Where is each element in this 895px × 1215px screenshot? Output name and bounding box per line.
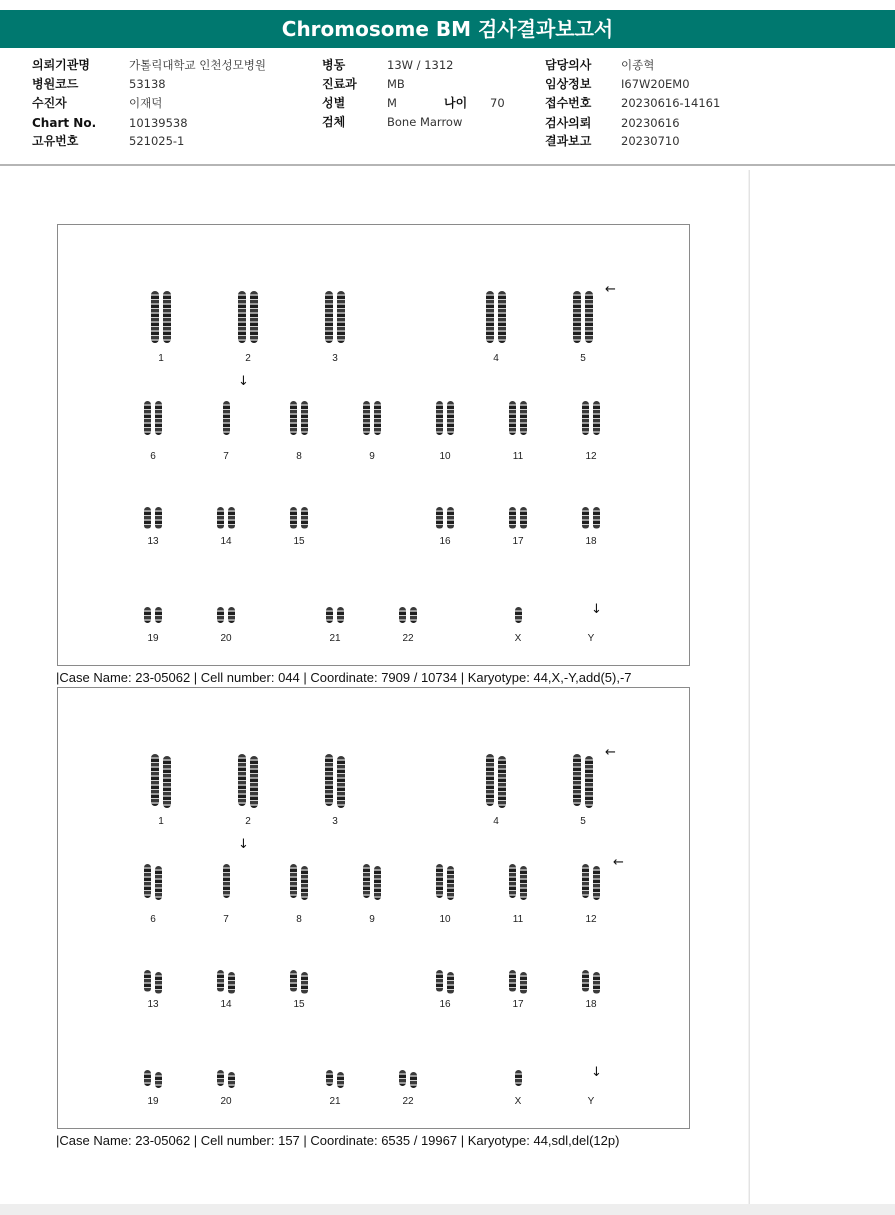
clinical-value: I67W20EM0 (621, 77, 690, 91)
doctor-value: 이종혁 (621, 58, 655, 72)
arrow-down-icon: ↓ (591, 1065, 602, 1080)
chromatid (301, 401, 308, 435)
chromatid (223, 401, 230, 435)
request-date-value: 20230616 (621, 116, 680, 130)
receipt-value: 20230616-14161 (621, 96, 721, 110)
chromatid (374, 866, 381, 900)
chromosome-label: 9 (369, 451, 375, 462)
chromatid (520, 866, 527, 900)
chromatid (326, 1070, 333, 1086)
chromatid (228, 507, 235, 529)
chromosome-12 (576, 401, 606, 463)
chromatid (337, 1072, 344, 1088)
chromosome-12 (576, 864, 606, 926)
chromosome-label: 15 (293, 999, 305, 1010)
arrow-left-icon: ← (605, 282, 616, 297)
chromatid (151, 754, 159, 806)
chromosome-14 (211, 507, 241, 548)
chromatid (436, 970, 443, 992)
unique-no-label: 고유번호 (32, 134, 79, 148)
chromatid (363, 401, 370, 435)
chromosome-10 (430, 401, 460, 463)
chromatid (363, 864, 370, 898)
chromatid (301, 866, 308, 900)
chromosome-label: 12 (585, 451, 597, 462)
chromosome-label: Y (587, 633, 595, 644)
chromatid (436, 401, 443, 435)
chromatid (223, 864, 230, 898)
patient-label: 수진자 (32, 96, 67, 110)
chromosome-label: 7 (223, 451, 229, 462)
chromosome-10 (430, 864, 460, 926)
chromatid (144, 507, 151, 529)
chromatid (337, 756, 345, 808)
chromosome-6 (138, 864, 168, 926)
chromatid (217, 970, 224, 992)
chromosome-22 (393, 1070, 423, 1108)
chromatid (326, 607, 333, 623)
chromosome-22 (393, 607, 423, 645)
institution-label: 의뢰기관명 (32, 58, 90, 72)
chromosome-4 (481, 291, 511, 365)
chromosome-label: 10 (439, 914, 451, 925)
chromatid (593, 972, 600, 994)
age-label: 나이 (444, 96, 468, 110)
chromatid (520, 401, 527, 435)
chromosome-label: 20 (220, 1096, 232, 1107)
chromatid (155, 607, 162, 623)
unique-no-value: 521025-1 (129, 134, 185, 148)
chromosome-label: 3 (332, 816, 338, 827)
sex-label: 성별 (322, 96, 346, 110)
chromatid (582, 507, 589, 529)
result-date-value: 20230710 (621, 134, 680, 148)
chromatid (410, 607, 417, 623)
clinical-label: 임상정보 (545, 77, 592, 91)
chromatid (144, 864, 151, 898)
doctor-label: 담당의사 (545, 58, 592, 72)
chromosome-14 (211, 970, 241, 1011)
chromosome-9 (357, 401, 387, 463)
chromatid (520, 972, 527, 994)
chromatid (509, 507, 516, 529)
chromatid (217, 1070, 224, 1086)
chromosome-label: 21 (329, 1096, 341, 1107)
chromosome-label: 13 (147, 999, 159, 1010)
chromatid (290, 401, 297, 435)
chromatid (228, 1072, 235, 1088)
age-value: 70 (490, 96, 505, 110)
chromosome-2 (233, 754, 263, 828)
chromosome-20 (211, 1070, 241, 1108)
chart-no-label: Chart No. (32, 116, 97, 130)
chromatid (520, 507, 527, 529)
chromosome-label: 6 (150, 914, 156, 925)
chromosome-15 (284, 507, 314, 548)
chromosome-18 (576, 970, 606, 1011)
chromatid (144, 1070, 151, 1086)
bottom-scroll-strip[interactable] (0, 1204, 895, 1215)
chromosome-label: 11 (512, 451, 524, 462)
chromosome-7 (211, 864, 241, 926)
chromosome-label: 22 (402, 633, 414, 644)
chromatid (301, 972, 308, 994)
dept-value: MB (387, 77, 405, 91)
chromosome-1 (146, 291, 176, 365)
ward-value: 13W / 1312 (387, 58, 454, 72)
chromosome-label: 14 (220, 999, 232, 1010)
chromatid (593, 866, 600, 900)
chromatid (238, 754, 246, 806)
arrow-left-icon: ← (613, 855, 624, 870)
chromatid (155, 972, 162, 994)
chromosome-9 (357, 864, 387, 926)
chromosome-5 (568, 291, 598, 365)
chromosome-21 (320, 1070, 350, 1108)
chromosome-3 (320, 754, 350, 828)
chromatid (290, 864, 297, 898)
chromosome-label: 8 (296, 914, 302, 925)
chromosome-3 (320, 291, 350, 365)
chromosome-label: 8 (296, 451, 302, 462)
chromosome-X (503, 607, 533, 645)
hospital-code-label: 병원코드 (32, 77, 79, 91)
chromosome-1 (146, 754, 176, 828)
chromatid (163, 291, 171, 343)
chromosome-label: 16 (439, 999, 451, 1010)
report-title: Chromosome BM 검사결과보고서 (0, 10, 895, 48)
chromatid (144, 970, 151, 992)
chromatid (573, 291, 581, 343)
arrow-down-icon: ↓ (238, 374, 249, 389)
chromosome-15 (284, 970, 314, 1011)
chromosome-19 (138, 1070, 168, 1108)
chromatid (515, 607, 522, 623)
karyogram-caption-1: |Case Name: 23-05062 | Cell number: 044 | Coordinate: 7909 / 10734 | Karyotype: 44,X,-Y,add(5),-7 (56, 670, 632, 685)
chromatid (486, 291, 494, 343)
chromatid (250, 756, 258, 808)
chromosome-label: X (514, 1096, 522, 1107)
karyogram-caption-2: |Case Name: 23-05062 | Cell number: 157 | Coordinate: 6535 / 19967 | Karyotype: 44,sdl,del(12p) (56, 1133, 620, 1148)
chromosome-16 (430, 970, 460, 1011)
chromosome-label: Y (587, 1096, 595, 1107)
chromosome-label: 19 (147, 633, 159, 644)
chromatid (250, 291, 258, 343)
chromatid (436, 864, 443, 898)
chromatid (447, 972, 454, 994)
chromatid (155, 866, 162, 900)
chromosome-16 (430, 507, 460, 548)
chromosome-17 (503, 970, 533, 1011)
chromosome-X (503, 1070, 533, 1108)
chromatid (155, 1072, 162, 1088)
chromosome-label: 4 (493, 816, 499, 827)
karyogram-image-2 (57, 687, 690, 1129)
chromatid (410, 1072, 417, 1088)
chromatid (447, 866, 454, 900)
chromosome-17 (503, 507, 533, 548)
karyogram-image-1 (57, 224, 690, 666)
chromatid (582, 864, 589, 898)
chromatid (498, 756, 506, 808)
chromosome-8 (284, 864, 314, 926)
specimen-value: Bone Marrow (387, 115, 463, 129)
chromatid (582, 401, 589, 435)
chromosome-label: 9 (369, 914, 375, 925)
chromatid (325, 754, 333, 806)
chromatid (515, 1070, 522, 1086)
chromosome-4 (481, 754, 511, 828)
chromosome-label: 2 (245, 816, 251, 827)
request-date-label: 검사의뢰 (545, 116, 592, 130)
arrow-down-icon: ↓ (238, 837, 249, 852)
arrow-down-icon: ↓ (591, 602, 602, 617)
chromatid (144, 607, 151, 623)
arrow-left-icon: ← (605, 745, 616, 760)
chromosome-6 (138, 401, 168, 463)
chromatid (486, 754, 494, 806)
chromosome-7 (211, 401, 241, 463)
chromosome-label: 6 (150, 451, 156, 462)
chromosome-label: 20 (220, 633, 232, 644)
dept-label: 진료과 (322, 77, 357, 91)
chromosome-19 (138, 607, 168, 645)
chromosome-5 (568, 754, 598, 828)
chromosome-label: 17 (512, 536, 524, 547)
chromosome-label: 13 (147, 536, 159, 547)
chromatid (436, 507, 443, 529)
chromosome-label: X (514, 633, 522, 644)
chromosome-8 (284, 401, 314, 463)
chromosome-label: 3 (332, 353, 338, 364)
receipt-label: 접수번호 (545, 96, 592, 110)
chromatid (151, 291, 159, 343)
chromatid (155, 401, 162, 435)
chromosome-11 (503, 401, 533, 463)
chromatid (447, 401, 454, 435)
chromatid (498, 291, 506, 343)
chromatid (163, 756, 171, 808)
chromosome-21 (320, 607, 350, 645)
chromosome-label: 18 (585, 536, 597, 547)
hospital-code-value: 53138 (129, 77, 166, 91)
chromosome-11 (503, 864, 533, 926)
chromatid (509, 401, 516, 435)
chromosome-label: 5 (580, 353, 586, 364)
chromatid (399, 1070, 406, 1086)
chromatid (238, 291, 246, 343)
chromosome-20 (211, 607, 241, 645)
chromosome-label: 17 (512, 999, 524, 1010)
chromatid (155, 507, 162, 529)
chromatid (582, 970, 589, 992)
chromosome-label: 14 (220, 536, 232, 547)
chromosome-label: 11 (512, 914, 524, 925)
chromosome-18 (576, 507, 606, 548)
chromatid (509, 970, 516, 992)
chart-no-value: 10139538 (129, 116, 188, 130)
sex-value: M (387, 96, 397, 110)
chromatid (325, 291, 333, 343)
chromosome-label: 18 (585, 999, 597, 1010)
chromosome-label: 15 (293, 536, 305, 547)
patient-info-panel (0, 52, 895, 164)
chromosome-label: 10 (439, 451, 451, 462)
chromatid (228, 972, 235, 994)
chromosome-label: 4 (493, 353, 499, 364)
chromosome-label: 16 (439, 536, 451, 547)
header-divider (0, 164, 895, 166)
chromosome-label: 22 (402, 1096, 414, 1107)
chromatid (593, 401, 600, 435)
chromosome-label: 12 (585, 914, 597, 925)
chromatid (573, 754, 581, 806)
chromatid (399, 607, 406, 623)
chromosome-label: 1 (158, 816, 164, 827)
chromatid (217, 507, 224, 529)
chromatid (585, 756, 593, 808)
chromosome-label: 19 (147, 1096, 159, 1107)
chromatid (290, 970, 297, 992)
chromatid (585, 291, 593, 343)
chromosome-label: 21 (329, 633, 341, 644)
chromatid (217, 607, 224, 623)
chromatid (374, 401, 381, 435)
chromatid (228, 607, 235, 623)
patient-value: 이재덕 (129, 96, 163, 110)
chromatid (337, 607, 344, 623)
right-side-panel (749, 170, 895, 1204)
specimen-label: 검체 (322, 115, 346, 129)
chromatid (337, 291, 345, 343)
chromatid (290, 507, 297, 529)
chromatid (144, 401, 151, 435)
chromatid (447, 507, 454, 529)
result-date-label: 결과보고 (545, 134, 592, 148)
chromosome-label: 5 (580, 816, 586, 827)
chromatid (593, 507, 600, 529)
ward-label: 병동 (322, 58, 346, 72)
institution-value: 가톨릭대학교 인천성모병원 (129, 58, 266, 72)
chromosome-label: 7 (223, 914, 229, 925)
chromatid (301, 507, 308, 529)
chromosome-label: 1 (158, 353, 164, 364)
chromosome-13 (138, 507, 168, 548)
chromosome-13 (138, 970, 168, 1011)
chromatid (509, 864, 516, 898)
chromosome-2 (233, 291, 263, 365)
chromosome-label: 2 (245, 353, 251, 364)
